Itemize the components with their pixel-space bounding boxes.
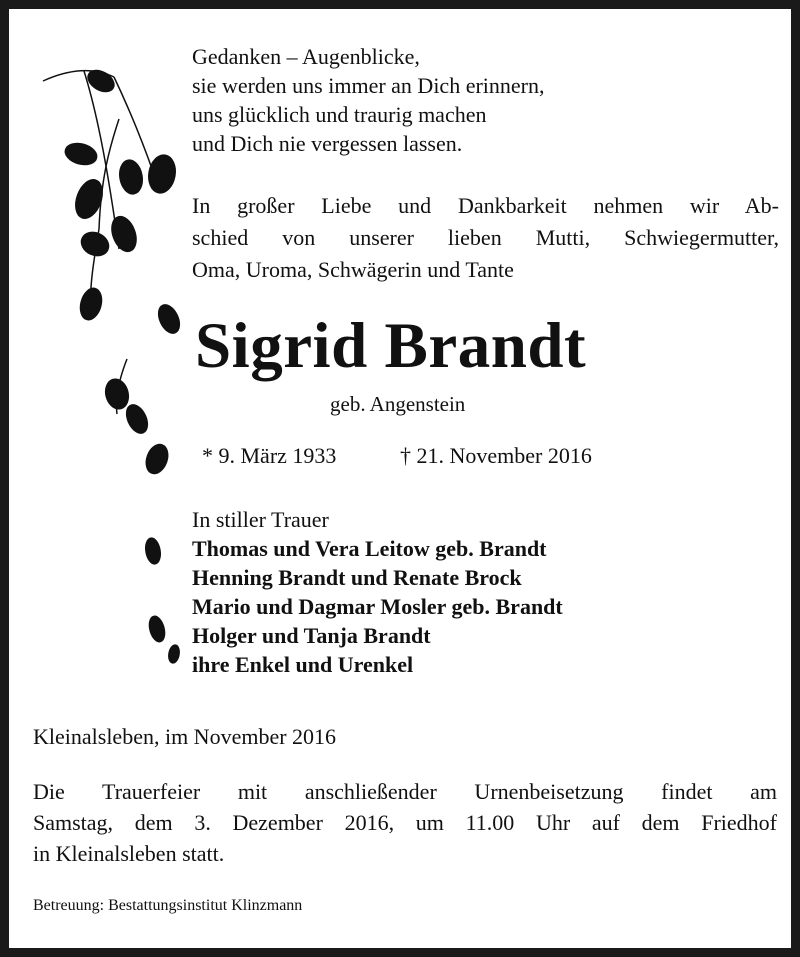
intro-text	[192, 190, 779, 286]
intro-line: In großer Liebe und Dankbarkeit nehmen wir Ab-	[192, 193, 779, 218]
poem-line: uns glücklich und traurig machen	[192, 102, 487, 127]
death-date: † 21. November 2016	[400, 443, 592, 468]
place-date: Kleinalsleben, im November 2016	[33, 724, 337, 749]
birth-name: geb. Angenstein	[330, 392, 466, 416]
mourner-line: ihre Enkel und Urenkel	[192, 652, 414, 677]
birth-date: * 9. März 1933	[202, 443, 337, 468]
mourner-line: Mario und Dagmar Mosler geb. Brandt	[192, 594, 563, 619]
mourners-heading: In stiller Trauer	[192, 507, 329, 532]
mourner-line: Holger und Tanja Brandt	[192, 623, 431, 648]
poem-line: Gedanken – Augenblicke,	[192, 44, 420, 69]
service-line: Die Trauerfeier mit anschließender Urnenbeisetzung findet am	[33, 779, 777, 804]
mourner-line: Henning Brandt und Renate Brock	[192, 565, 522, 590]
intro-line: schied von unserer lieben Mutti, Schwiegermutter,	[192, 225, 779, 250]
funeral-home-credit: Betreuung: Bestattungsinstitut Klinzmann	[33, 897, 303, 914]
service-info	[33, 776, 777, 869]
leaf-branch-decoration	[39, 59, 189, 679]
service-line: in Kleinalsleben statt.	[33, 841, 225, 866]
poem	[192, 42, 545, 158]
service-line: Samstag, dem 3. Dezember 2016, um 11.00 Uhr auf dem Friedhof	[33, 810, 777, 835]
deceased-name: Sigrid Brandt	[195, 310, 587, 382]
intro-line: Oma, Uroma, Schwägerin und Tante	[192, 257, 514, 282]
poem-line: sie werden uns immer an Dich erinnern,	[192, 73, 545, 98]
mourner-line: Thomas und Vera Leitow geb. Brandt	[192, 536, 547, 561]
mourners-block	[192, 505, 563, 679]
poem-line: und Dich nie vergessen lassen.	[192, 131, 463, 156]
